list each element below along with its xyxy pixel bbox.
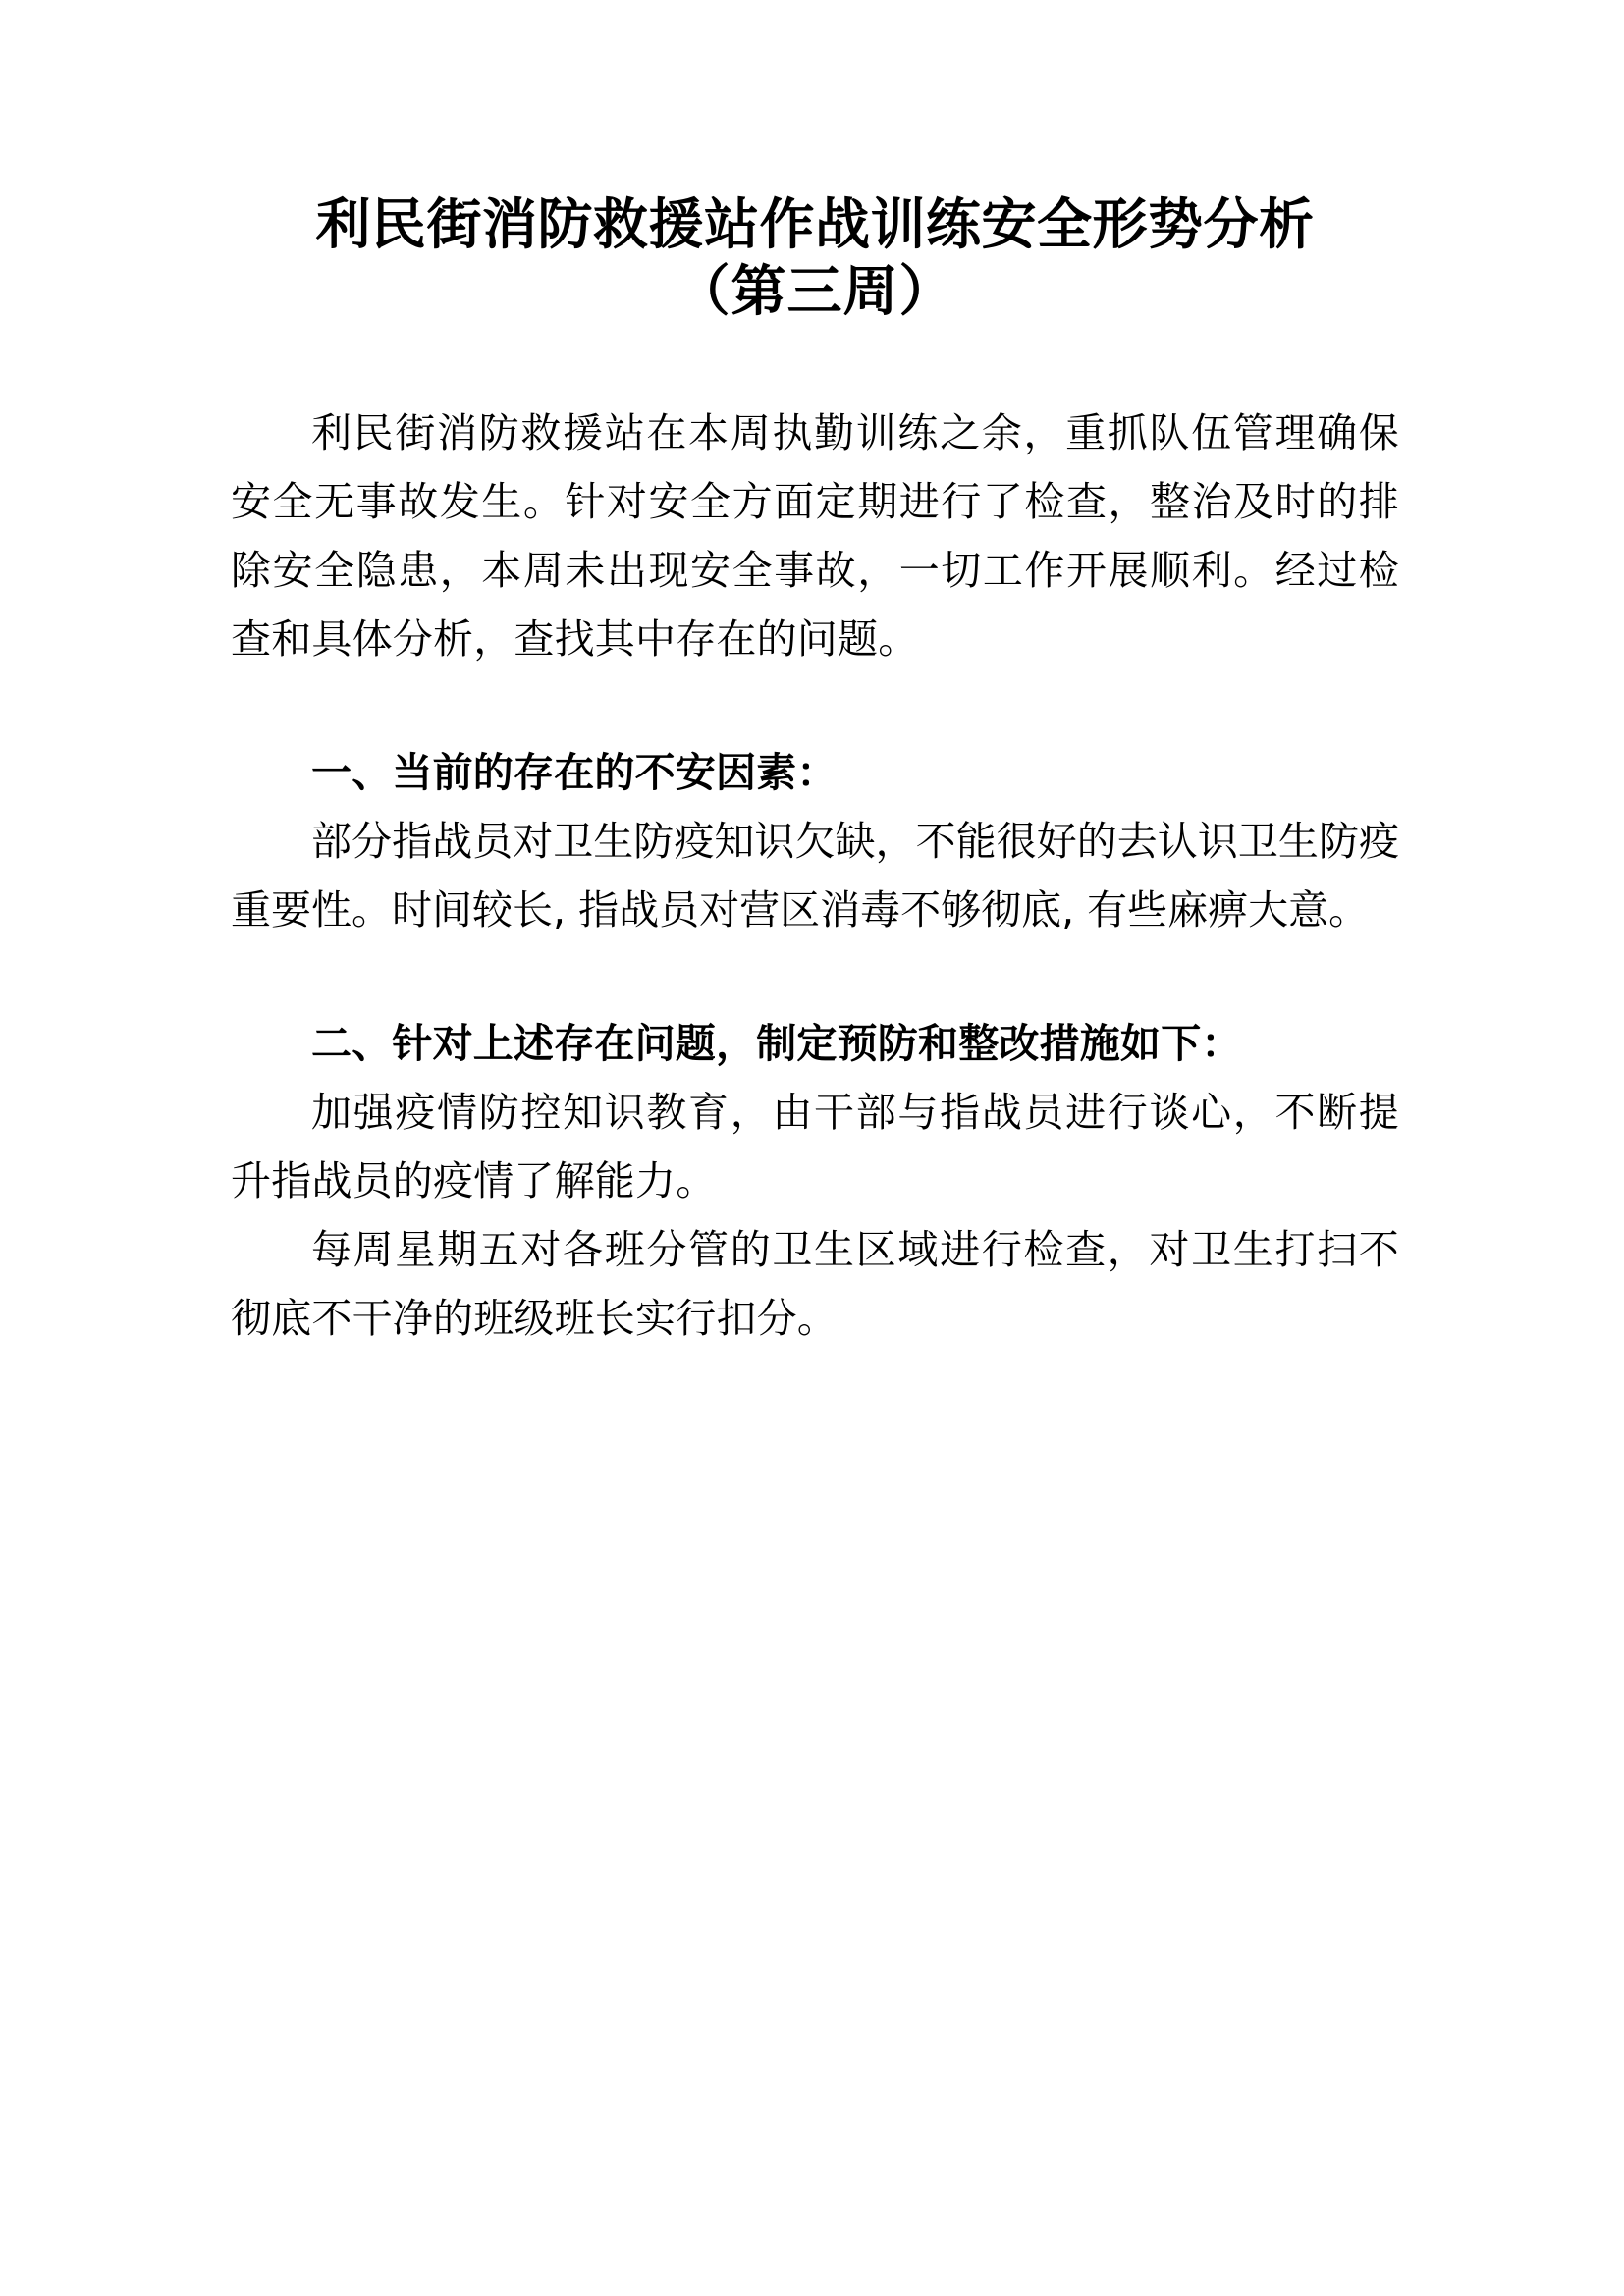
section-spacer — [231, 673, 1399, 738]
document-body — [231, 399, 1399, 1353]
section-spacer-2 — [231, 944, 1399, 1009]
section-two-paragraph-1: 加强疫情防控知识教育，由干部与指战员进行谈心，不断提升指战员的疫情了解能力。 — [231, 1088, 1399, 1204]
section-one — [231, 738, 1399, 944]
intro-paragraph: 利民街消防救援站在本周执勤训练之余，重抓队伍管理确保安全无事故发生。针对安全方面定期进行了检查，整治及时的排除安全隐患，本周未出现安全事故，一切工作开展顺利。经过检查和具体分析，查找其中存在的问题。 — [231, 408, 1399, 663]
section-one-heading: 一、当前的存在的不安因素： — [311, 748, 838, 796]
document-content — [231, 191, 1399, 1353]
page-title-line-2: （第三周） — [675, 259, 955, 325]
section-two — [231, 1009, 1399, 1353]
page-title-line-1: 利民街消防救援站作战训练安全形势分析 — [315, 192, 1315, 257]
section-two-paragraph-2: 每周星期五对各班分管的卫生区域进行检查，对卫生打扫不彻底不干净的班级班长实行扣分。 — [231, 1225, 1399, 1342]
section-two-heading: 二、针对上述存在问题，制定预防和整改措施如下： — [311, 1019, 1242, 1067]
section-one-paragraph-1: 部分指战员对卫生防疫知识欠缺，不能很好的去认识卫生防疫重要性。时间较长, 指战员对营区消毒不够彻底, 有些麻痹大意。 — [231, 817, 1399, 934]
page-title — [231, 191, 1399, 326]
